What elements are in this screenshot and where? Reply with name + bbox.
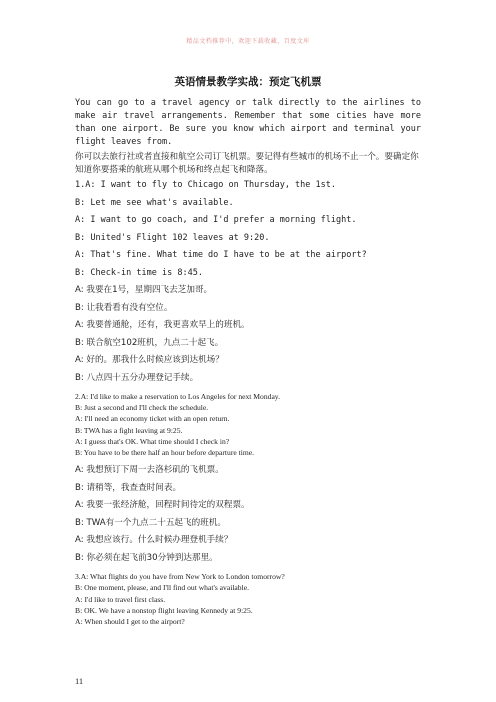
dialog-2-chinese [75, 462, 421, 567]
dialog-line: B: You have to be there half an hour before departure time. [75, 447, 255, 457]
dialog-line: B: Just a second and I'll check the schedule. [75, 403, 209, 413]
dialog-1-chinese [75, 282, 421, 387]
intro-english-paragraph: You can go to a travel agency or talk directly to the airlines to make air travel arrangements. Remember that some cities have more than one airport. Be sure you know which airport and terminal your flight leaves from. [75, 98, 421, 147]
dialog-line: A: When should I get to the airport? [75, 616, 185, 626]
dialog-line: B: TWA has a fight leaving at 9:25. [75, 425, 183, 435]
dialog-line: B: 联合航空102班机，九点二十起飞。 [75, 337, 224, 348]
dialog-2-english [75, 391, 421, 458]
dialog-line: B: 让我看看有没有空位。 [75, 302, 173, 313]
dialog-line: B: 八点四十五分办理登记手续。 [75, 372, 199, 383]
dialog-line: A: I'll need an economy ticket with an open return. [75, 414, 230, 424]
document-title: 英语情景教学实战：预定飞机票 [174, 76, 322, 88]
header-watermark: 精品文档推荐中，欢迎下载收藏，百度文库 [186, 38, 310, 45]
dialog-line: A: 我要普通舱，还有，我更喜欢早上的班机。 [75, 320, 250, 330]
dialog-line: 1.A: I want to fly to Chicago on Thursday, the 1st. [75, 180, 336, 190]
dialog-line: A: I guess that's OK. What time should I check in? [75, 436, 230, 446]
dialog-line: A: 好的。那我什么时候应该到达机场？ [75, 355, 224, 365]
dialog-3-english [75, 571, 421, 627]
dialog-line: B: OK. We have a nonstop flight leaving Kennedy at 9:25. [75, 605, 253, 615]
page-number: 11 [75, 676, 84, 686]
dialog-line: A: That's fine. What time do I have to be at the airport? [75, 250, 367, 260]
intro-chinese-paragraph: 你可以去旅行社或者直接和航空公司订飞机票。要记得有些城市的机场不止一个。要确定你知道你要搭乘的航班从哪个机场和终点起飞和降落。 [75, 152, 419, 175]
dialog-1-english [75, 177, 421, 282]
dialog-line: B: Check-in time is 8:45. [75, 267, 203, 278]
dialog-line: B: TWA有一个九点二十五起飞的班机。 [75, 517, 226, 528]
dialog-line: B: Let me see what's available. [75, 197, 234, 208]
dialog-line: 3.A: What flights do you have from New York to London tomorrow? [75, 572, 285, 582]
dialog-line: B: 你必须在起飞前30分钟到达那里。 [75, 552, 218, 563]
dialog-line: A: 我要在1号，星期四飞去芝加哥。 [75, 285, 213, 295]
dialog-line: A: 我要一张经济舱，回程时间待定的双程票。 [75, 500, 250, 511]
document-body [75, 97, 421, 627]
dialog-line: A: I'd like to travel first class. [75, 594, 166, 604]
dialog-line: B: One moment, please, and I'll find out what's available. [75, 583, 249, 593]
dialog-line: A: I want to go coach, and I'd prefer a morning flight. [75, 215, 357, 225]
dialog-line: B: 请稍等，我查查时间表。 [75, 482, 182, 493]
dialog-line: 2.A: I'd like to make a reservation to Los Angeles for next Monday. [75, 392, 281, 401]
dialog-line: B: United's Flight 102 leaves at 9:20. [75, 232, 270, 243]
dialog-line: A: 我想预订下周一去洛杉矶的飞机票。 [75, 465, 224, 476]
dialog-line: A: 我想应该行。什么时候办理登机手续？ [75, 535, 233, 546]
